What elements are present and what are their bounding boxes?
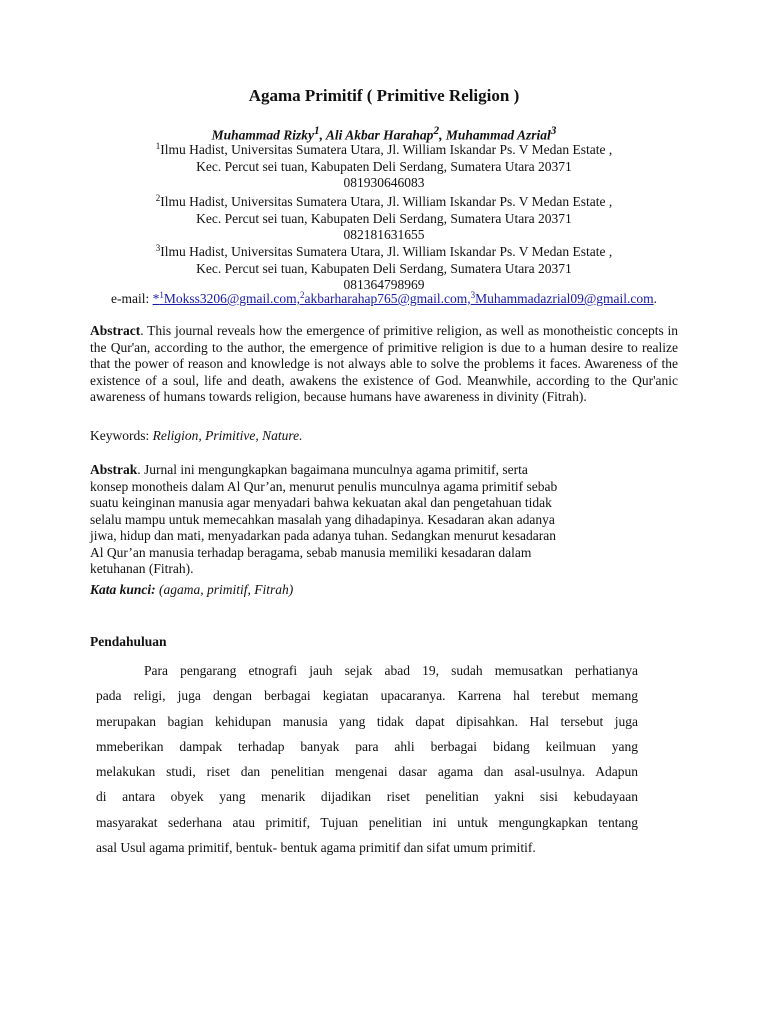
affiliation-address: Ilmu Hadist, Universitas Sumatera Utara, Jl. William Iskandar Ps. V Medan Estate ,	[160, 194, 613, 209]
abstract-line: jiwa, hidup dan mati, menyadarkan pada adanya tuhan. Sedangkan menurut kesadaran	[90, 528, 556, 543]
email-sup: 2	[300, 290, 305, 300]
keywords-english	[90, 428, 302, 444]
abstract-line	[90, 462, 650, 479]
email-sup: 3	[470, 290, 476, 300]
affiliation-address: Ilmu Hadist, Universitas Sumatera Utara, Jl. William Iskandar Ps. V Medan Estate ,	[160, 244, 613, 259]
email-label: e-mail:	[110, 291, 153, 306]
kata-kunci-value: (agama, primitif, Fitrah)	[155, 582, 294, 597]
abstract-text: . Jurnal ini mengungkapkan bagaimana munculnya agama primitif, serta	[137, 462, 528, 477]
abstract-english	[90, 323, 678, 406]
kata-kunci-label: Kata kunci:	[90, 582, 156, 597]
abstract-line: selalu mampu untuk memecahkan masalah yang dihadapinya. Kesadaran akan adanya	[90, 511, 555, 527]
intro-paragraph	[96, 658, 638, 860]
abstract-line: konsep monotheis dalam Al Qur’an, menurut penulis munculnya agama primitif sebab	[90, 478, 558, 494]
affiliation-address: Ilmu Hadist, Universitas Sumatera Utara, Jl. William Iskandar Ps. V Medan Estate ,	[160, 142, 613, 157]
author-2: Ali Akbar Harahap	[325, 127, 434, 143]
paragraph-line: mmeberikan dampak terhadap banyak para ahli berbagai bidang keilmuan yang	[96, 738, 638, 754]
keywords-label: Keywords:	[90, 428, 153, 443]
abstract-text: . This journal reveals how the emergence of primitive religion, as well as monotheistic concepts in the Qur'an, according to the author, the emergence of primitive religion is due to a human desire to realize that the power of reason and knowledge is not always able to solve the problems it faces. Awareness of the existence of a soul, life and death, awakens the existence of God. Meanwhile, according to the Qur'anic awareness of humans towards religion, because humans have awareness in divinity (Fitrah).	[90, 323, 678, 404]
paragraph-line: masyarakat sederhana atau primitif, Tujuan penelitian ini untuk mengungkapkan tentang	[96, 814, 638, 830]
affiliation-phone: 082181631655	[343, 227, 425, 243]
keywords-indonesian	[90, 582, 293, 598]
abstract-line: Al Qur’an manusia terhadap beragama, sebab manusia memiliki kesadaran dalam	[90, 544, 532, 560]
paragraph-line: di antara obyek yang menarik dijadikan riset penelitian yakni sisi kebudayaan	[96, 789, 638, 805]
affiliation-2	[0, 190, 768, 244]
author-2-sup: 2	[433, 125, 440, 137]
keywords-value: Religion, Primitive, Nature.	[152, 428, 303, 443]
email-address: Muhammadazrial09@gmail.com	[475, 291, 654, 306]
paper-title: Agama Primitif ( Primitive Religion )	[248, 86, 520, 105]
author-separator: ,	[439, 127, 446, 143]
paragraph-line: pada religi, juga dengan berbagai kegiatan upacaranya. Karrena hal terebut memang	[96, 688, 638, 704]
affiliation-line: Kec. Percut sei tuan, Kabupaten Deli Serdang, Sumatera Utara 20371	[196, 210, 572, 226]
section-heading: Pendahuluan	[90, 634, 167, 649]
author-1: Muhammad Rizky	[211, 127, 315, 143]
affiliation-sup: 2	[155, 193, 161, 203]
email-asterisk: *	[152, 291, 160, 306]
author-1-sup: 1	[314, 125, 320, 137]
affiliation-line: Kec. Percut sei tuan, Kabupaten Deli Serdang, Sumatera Utara 20371	[196, 260, 572, 276]
email-sup: 1	[159, 290, 164, 300]
author-separator: ,	[319, 127, 326, 143]
email-end: .	[653, 291, 658, 306]
author-3-sup: 3	[550, 125, 557, 137]
author-3: Muhammad Azrial	[445, 127, 551, 143]
abstract-label: Abstract	[90, 323, 141, 338]
affiliation-sup: 3	[155, 243, 161, 253]
affiliation-1	[0, 138, 768, 192]
email-address: akbarharahap765@gmail.com,	[304, 291, 471, 306]
abstrak-label: Abstrak	[90, 462, 138, 477]
affiliation-phone: 081364798969	[343, 277, 425, 293]
email-address: Mokss3206@gmail.com,	[163, 291, 301, 306]
abstract-indonesian	[90, 462, 650, 578]
email-line	[0, 290, 768, 307]
affiliation-line: Kec. Percut sei tuan, Kabupaten Deli Serdang, Sumatera Utara 20371	[196, 158, 572, 174]
affiliation-3	[0, 240, 768, 294]
affiliation-line	[0, 240, 768, 261]
paragraph-line: melakukan studi, riset dan penelitian mengenai dasar agama dan asal-usulnya. Adapun	[96, 764, 638, 780]
affiliation-line	[0, 190, 768, 211]
paragraph-line: merupakan bagian kehidupan manusia yang tidak dapat dipisahkan. Hal tersebut juga	[96, 713, 638, 729]
abstract-line: suatu keinginan manusia agar menyadari bahwa kekuatan akal dan pengetahuan tidak	[90, 495, 552, 510]
paragraph-line: Para pengarang etnografi jauh sejak abad 19, sudah memusatkan perhatianya	[144, 663, 638, 678]
affiliation-phone: 081930646083	[343, 175, 425, 191]
affiliation-sup: 1	[155, 141, 161, 151]
email-link-1[interactable]	[153, 291, 654, 306]
paragraph-line: asal Usul agama primitif, bentuk- bentuk agama primitif dan sifat umum primitif.	[96, 840, 536, 856]
affiliation-line	[0, 138, 768, 159]
abstract-line: ketuhanan (Fitrah).	[90, 561, 194, 576]
